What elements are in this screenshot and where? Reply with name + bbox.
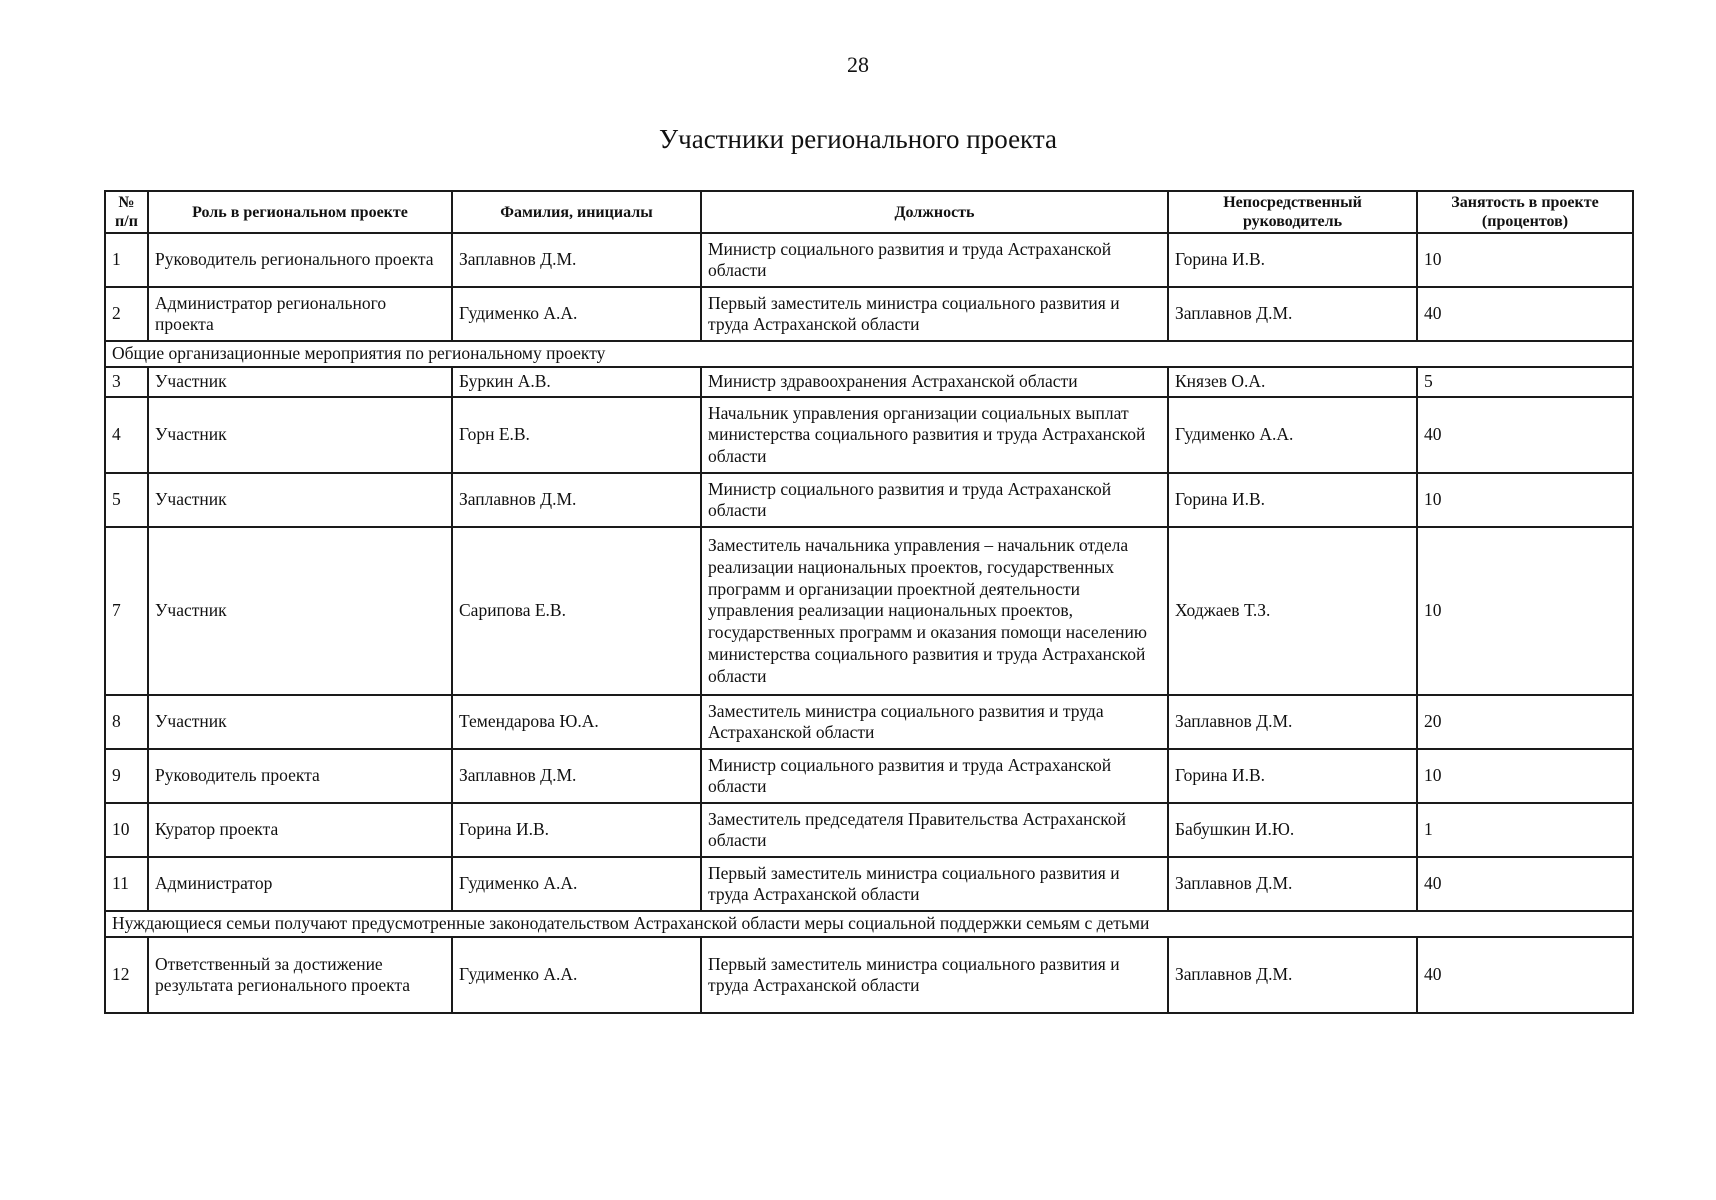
row-number: 10 — [105, 803, 148, 857]
row-name: Буркин А.В. — [452, 367, 701, 397]
table-row — [105, 287, 1633, 341]
row-supervisor: Заплавнов Д.М. — [1168, 857, 1417, 911]
row-role: Руководитель регионального проекта — [148, 233, 452, 287]
row-supervisor: Заплавнов Д.М. — [1168, 287, 1417, 341]
row-position: Первый заместитель министра социального развития и труда Астраханской области — [701, 857, 1168, 911]
row-role: Руководитель проекта — [148, 749, 452, 803]
row-supervisor: Ходжаев Т.З. — [1168, 527, 1417, 695]
row-number: 2 — [105, 287, 148, 341]
participants-table — [104, 190, 1634, 1014]
row-name: Заплавнов Д.М. — [452, 473, 701, 527]
section-row — [105, 341, 1633, 367]
row-supervisor: Горина И.В. — [1168, 749, 1417, 803]
row-load: 10 — [1417, 233, 1633, 287]
row-role: Куратор проекта — [148, 803, 452, 857]
header-name: Фамилия, инициалы — [452, 191, 701, 233]
row-number: 4 — [105, 397, 148, 473]
row-name: Гудименко А.А. — [452, 287, 701, 341]
section-title: Общие организационные мероприятия по региональному проекту — [105, 341, 1633, 367]
table-row — [105, 803, 1633, 857]
row-name: Гудименко А.А. — [452, 857, 701, 911]
row-supervisor: Заплавнов Д.М. — [1168, 695, 1417, 749]
row-position: Заместитель министра социального развития и труда Астраханской области — [701, 695, 1168, 749]
table-row — [105, 527, 1633, 695]
row-position: Начальник управления организации социальных выплат министерства социального развития и труда Астраханской области — [701, 397, 1168, 473]
header-num: № п/п — [105, 191, 148, 233]
row-role: Участник — [148, 397, 452, 473]
section-row — [105, 911, 1633, 937]
row-number: 7 — [105, 527, 148, 695]
row-number: 1 — [105, 233, 148, 287]
row-name: Горн Е.В. — [452, 397, 701, 473]
row-role: Администратор регионального проекта — [148, 287, 452, 341]
row-role: Участник — [148, 367, 452, 397]
row-supervisor: Заплавнов Д.М. — [1168, 937, 1417, 1013]
row-number: 12 — [105, 937, 148, 1013]
table-row — [105, 367, 1633, 397]
row-load: 10 — [1417, 527, 1633, 695]
row-supervisor: Горина И.В. — [1168, 473, 1417, 527]
row-load: 10 — [1417, 749, 1633, 803]
table-row — [105, 857, 1633, 911]
row-load: 10 — [1417, 473, 1633, 527]
row-position: Первый заместитель министра социального развития и труда Астраханской области — [701, 287, 1168, 341]
row-load: 40 — [1417, 287, 1633, 341]
section-title: Нуждающиеся семьи получают предусмотренные законодательством Астраханской области меры социальной поддержки семьям с детьми — [105, 911, 1633, 937]
row-role: Администратор — [148, 857, 452, 911]
row-name: Заплавнов Д.М. — [452, 233, 701, 287]
row-number: 5 — [105, 473, 148, 527]
row-name: Заплавнов Д.М. — [452, 749, 701, 803]
row-name: Гудименко А.А. — [452, 937, 701, 1013]
row-load: 1 — [1417, 803, 1633, 857]
row-role: Участник — [148, 527, 452, 695]
page-title: Участники регионального проекта — [659, 124, 1057, 154]
row-supervisor: Гудименко А.А. — [1168, 397, 1417, 473]
table-header-row — [105, 191, 1633, 233]
table-body — [105, 233, 1633, 1013]
header-load: Занятость в проекте (процентов) — [1417, 191, 1633, 233]
row-number: 8 — [105, 695, 148, 749]
table-row — [105, 397, 1633, 473]
row-role: Участник — [148, 473, 452, 527]
row-name: Сарипова Е.В. — [452, 527, 701, 695]
row-position: Первый заместитель министра социального развития и труда Астраханской области — [701, 937, 1168, 1013]
row-supervisor: Бабушкин И.Ю. — [1168, 803, 1417, 857]
table-row — [105, 473, 1633, 527]
row-position: Заместитель председателя Правительства Астраханской области — [701, 803, 1168, 857]
row-position: Министр социального развития и труда Астраханской области — [701, 749, 1168, 803]
row-position: Министр здравоохранения Астраханской области — [701, 367, 1168, 397]
row-load: 20 — [1417, 695, 1633, 749]
row-position: Заместитель начальника управления – начальник отдела реализации национальных проектов, государственных программ и организации проектной деятельности управления реализации национальных проектов, государственных программ и оказания помощи населению министерства социального развития и труда Астраханской области — [701, 527, 1168, 695]
header-supervisor: Непосредственный руководитель — [1168, 191, 1417, 233]
row-number: 11 — [105, 857, 148, 911]
row-name: Темендарова Ю.А. — [452, 695, 701, 749]
header-position: Должность — [701, 191, 1168, 233]
row-supervisor: Князев О.А. — [1168, 367, 1417, 397]
row-load: 5 — [1417, 367, 1633, 397]
row-position: Министр социального развития и труда Астраханской области — [701, 233, 1168, 287]
table-row — [105, 937, 1633, 1013]
row-number: 9 — [105, 749, 148, 803]
row-load: 40 — [1417, 397, 1633, 473]
row-position: Министр социального развития и труда Астраханской области — [701, 473, 1168, 527]
row-role: Ответственный за достижение результата регионального проекта — [148, 937, 452, 1013]
header-role: Роль в региональном проекте — [148, 191, 452, 233]
table-row — [105, 233, 1633, 287]
row-role: Участник — [148, 695, 452, 749]
row-number: 3 — [105, 367, 148, 397]
row-supervisor: Горина И.В. — [1168, 233, 1417, 287]
table-row — [105, 749, 1633, 803]
row-name: Горина И.В. — [452, 803, 701, 857]
page-number: 28 — [847, 52, 869, 77]
table-row — [105, 695, 1633, 749]
row-load: 40 — [1417, 937, 1633, 1013]
row-load: 40 — [1417, 857, 1633, 911]
